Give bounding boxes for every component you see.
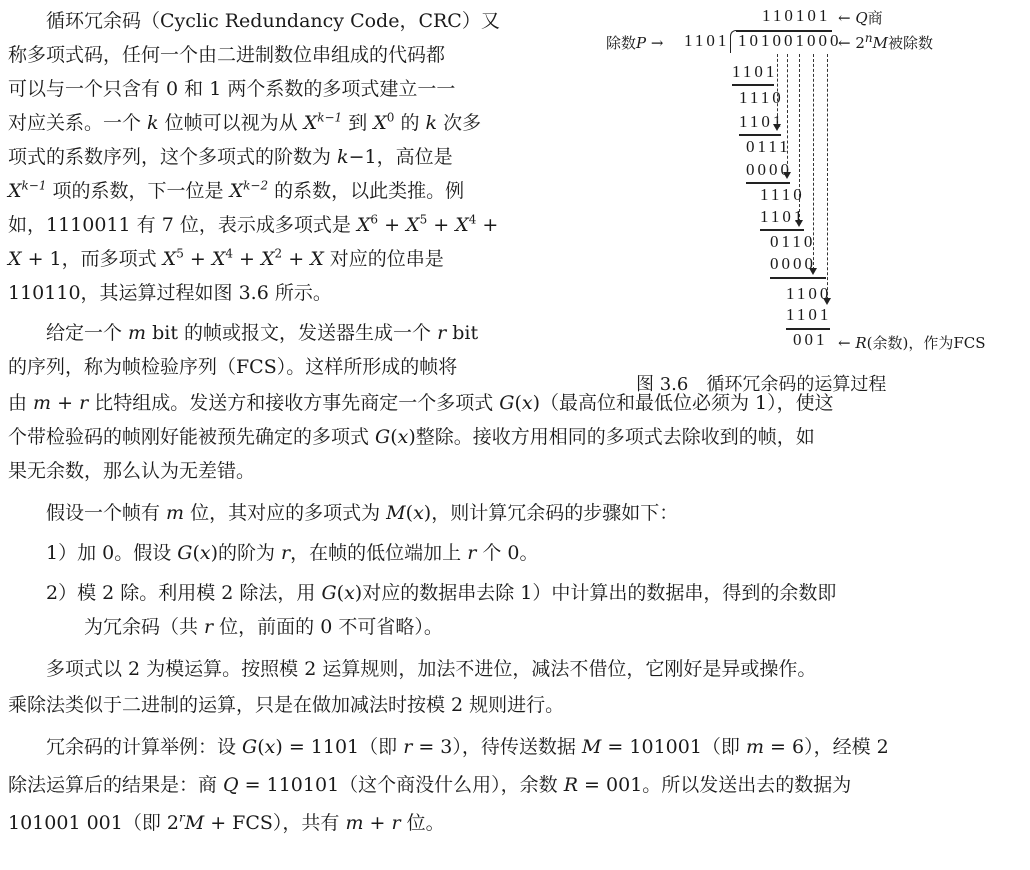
quotient-label: ← Q商 [838,9,883,27]
divisor: 1101 [684,31,730,50]
bring-down-line [799,54,800,222]
text-line: 的序列，称为帧检验序列（FCS）。这样所形成的帧将 [8,356,458,378]
step-row: 1110 [739,88,784,107]
bring-down-line [787,54,788,174]
text-line: 多项式以 2 为模运算。按照模 2 运算规则，加法不进位，减法不借位，它刚好是异或操作。 [46,658,817,680]
text-line: 可以与一个只含有 0 和 1 两个系数的多项式建立一一 [8,78,456,100]
arrow-down-icon [773,124,781,131]
text-line: 个带检验码的帧刚好能被预先确定的多项式 G(x)整除。接收方用相同的多项式去除收到的帧，如 [8,426,815,448]
text-line: $X^{k-1}$ 项的系数，下一位是 $X^{k-2}$ 的系数，以此类推。例 [8,178,465,202]
text-line: 称多项式码，任何一个由二进制数位串组成的代码都 [8,44,446,66]
arrow-down-icon [783,172,791,179]
arrow-down-icon [823,298,831,305]
step-row: 1101 [732,62,778,81]
step-row: 1100 [786,284,832,303]
remainder: 001 [793,330,828,349]
step-row: 1101 [786,305,832,324]
text-line: 对应关系。一个 k 位帧可以视为从 $X^{k-1}$ 到 $X^0$ 的 k 次多 [8,110,482,134]
dividend: 101001000 [738,31,842,50]
arrow-down-icon [809,268,817,275]
text-line: 乘除法类似于二进制的运算，只是在做加减法时按模 2 规则进行。 [8,694,565,716]
rule [770,277,826,279]
paragraph-3: 假设一个帧有 m 位，其对应的多项式为 M(x)，则计算冗余码的步骤如下： [46,502,679,524]
text-line: 2）模 2 除。利用模 2 除法，用 G(x)对应的数据串去除 1）中计算出的数据串，得到的余数即 [46,582,837,604]
text-line: 项式的系数序列，这个多项式的阶数为 k−1，高位是 [8,146,453,168]
rule [739,134,781,136]
rule [760,229,804,231]
remainder-label: ← R(余数)，作为FCS [838,334,986,352]
text-line: 冗余码的计算举例：设 G(x) = 1101（即 r = 3），待传送数据 M = 101001（即 m = 6），经模 2 [46,736,889,758]
arrow-down-icon [795,220,803,227]
dividend-label: ← 2$^n$M被除数 [838,31,934,52]
step-row: 1101 [739,112,785,131]
divisor-label: 除数P → [606,34,664,52]
crc-division-figure [600,0,1030,420]
text-line: 除法运算后的结果是：商 Q = 110101（这个商没什么用），余数 R = 001。所以发送出去的数据为 [8,774,852,796]
text-line: 果无余数，那么认为无差错。 [8,460,256,482]
text-line: 循环冗余码（Cyclic Redundancy Code，CRC）又 [46,10,500,32]
text-line: 如，1110011 有 7 位，表示成多项式是 $X^6 + X^5 + X^4$ + [8,212,499,236]
step-row: 0111 [746,137,791,156]
step-row: 0110 [770,232,816,251]
step-row: 0000 [770,254,816,273]
text-line: 101001 001（即 $2^rM + FCS$），共有 m + r 位。 [8,810,445,834]
quotient: 110101 [762,6,831,25]
bring-down-line [813,54,814,270]
step-row: 0000 [746,160,792,179]
step-row: 1110 [760,185,805,204]
text-line: 为冗余码（共 r 位，前面的 0 不可省略）。 [84,616,443,638]
rule [732,84,774,86]
step-row: 1101 [760,207,806,226]
rule [746,182,790,184]
text-line: 由 m + r 比特组成。发送方和接收方事先商定一个多项式 G(x)（最高位和最低位必须为 1），使这 [8,392,834,414]
step-1: 1）加 0。假设 G(x)的阶为 r，在帧的低位端加上 r 个 0。 [46,542,539,564]
text-line: 110110，其运算过程如图 3.6 所示。 [8,282,332,304]
figure-caption: 图 3.6 循环冗余码的运算过程 [636,374,887,395]
division-bracket [730,30,738,53]
text-line: X + 1，而多项式 $X^5 + X^4 + X^2 + X$ 对应的位串是 [8,246,444,270]
bring-down-line [777,54,778,126]
text-line: 给定一个 m bit 的帧或报文，发送器生成一个 r bit [46,322,479,344]
bring-down-line [827,54,828,300]
